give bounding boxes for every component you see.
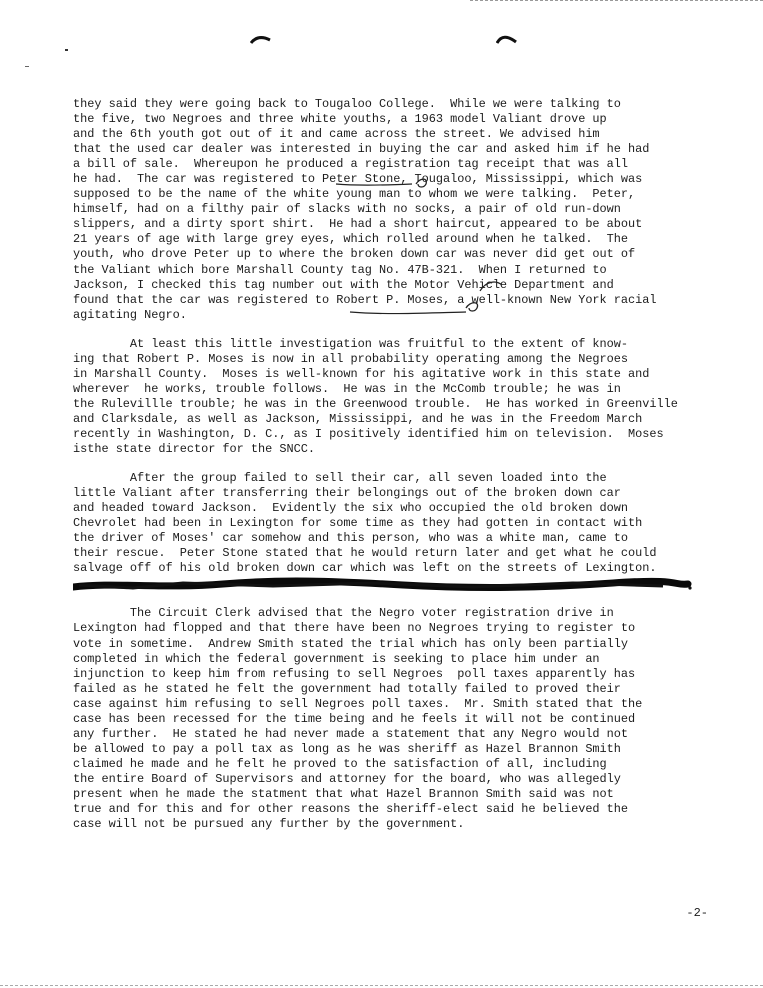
text-line: their rescue. Peter Stone stated that he would return later and get what he could <box>73 546 657 561</box>
text-line: true and for this and for other reasons the sheriff-elect said he believed the <box>73 802 629 817</box>
text-line: be allowed to pay a poll tax as long as he was sheriff as Hazel Brannon Smith <box>73 741 621 756</box>
scan-speck <box>25 66 29 67</box>
page-edge-bottom <box>0 985 763 986</box>
text-line: supposed to be the name of the white young man to whom we were talking. Peter, <box>73 187 636 202</box>
text-line: case will not be pursued any further by the government. <box>73 817 465 832</box>
text-line: a bill of sale. Whereupon he produced a registration tag receipt that was all <box>73 157 629 172</box>
text-line: in Marshall County. Moses is well-known for his agitative work in this state and <box>73 366 650 381</box>
text-line: Chevrolet had been in Lexington for some time as they had gotten in contact with <box>73 516 643 531</box>
text-line: himself, had on a filthy pair of slacks with no socks, a pair of old run-down <box>73 202 621 217</box>
text-line: case has been recessed for the time being and he feels it will not be continued <box>73 711 636 726</box>
text-line: recently in Washington, D. C., as I positively identified him on television. Moses <box>73 426 664 441</box>
text-line: isthe state director for the SNCC. <box>73 442 315 457</box>
text-line: and the 6th youth got out of it and came across the street. We advised him <box>73 127 600 142</box>
paragraph-2 <box>73 337 713 457</box>
text-line: found that the car was registered to Robert P. Moses, a well-known New York racial <box>73 292 657 307</box>
text-line: and Clarksdale, as well as Jackson, Mississippi, and he was in the Freedom March <box>73 411 643 426</box>
text-line: the entire Board of Supervisors and attorney for the board, who was allegedly <box>73 771 621 786</box>
text-line: and headed toward Jackson. Evidently the six who occupied the old broken down <box>73 501 629 516</box>
text-line: salvage off of his old broken down car which was left on the streets of Lexington. <box>73 561 657 576</box>
text-line: Jackson, I checked this tag number out with the Motor Vehicle Department and <box>73 277 614 292</box>
scan-speck <box>65 49 68 51</box>
text-line: 21 years of age with large grey eyes, which rolled around when he talked. The <box>73 232 629 247</box>
text-line: case against him refusing to sell Negroes poll taxes. Mr. Smith stated that the <box>73 696 643 711</box>
text-line: the driver of Moses' car somehow and this person, who was a white man, came to <box>73 531 629 546</box>
text-line: that the used car dealer was interested in buying the car and asked him if he had <box>73 142 650 157</box>
text-line: agitating Negro. <box>73 307 187 322</box>
text-line: youth, who drove Peter up to where the broken down car was never did get out of <box>73 247 636 262</box>
page-edge-top <box>470 0 763 1</box>
text-line: any further. He stated he had never made a statement that any Negro would not <box>73 726 629 741</box>
text-line: ing that Robert P. Moses is now in all probability operating among the Negroes <box>73 351 629 366</box>
redaction-bar <box>73 576 713 592</box>
text-line: After the group failed to sell their car, all seven loaded into the <box>73 471 607 486</box>
text-line: the Rulevillle trouble; he was in the Greenwood trouble. He has worked in Greenville <box>73 396 678 411</box>
text-line: the Valiant which bore Marshall County tag No. 47B-321. When I returned to <box>73 262 607 277</box>
text-line: claimed he made and he felt he proved to the satisfaction of all, including <box>73 756 607 771</box>
text-line: At least this little investigation was fruitful to the extent of know- <box>73 336 629 351</box>
text-line: they said they were going back to Tougaloo College. While we were talking to <box>73 97 621 111</box>
text-line: slippers, and a dirty sport shirt. He had a short haircut, appeared to be about <box>73 217 643 232</box>
text-line: little Valiant after transferring their belongings out of the broken down car <box>73 486 621 501</box>
text-line: he had. The car was registered to Peter Stone, Tougaloo, Mississippi, which was <box>73 172 643 187</box>
text-line: completed in which the federal government is seeking to place him under an <box>73 651 600 666</box>
text-line: failed as he stated he felt the government had totally failed to proved their <box>73 681 621 696</box>
text-line: Lexington had flopped and that there have been no Negroes trying to register to <box>73 621 636 636</box>
text-line: present when he made the statment that what Hazel Brannon Smith said was not <box>73 786 614 801</box>
text-line: injunction to keep him from refusing to sell Negroes poll taxes apparently has <box>73 666 636 681</box>
text-line: The Circuit Clerk advised that the Negro voter registration drive in <box>73 606 614 621</box>
paragraph-1 <box>73 97 713 323</box>
text-line: vote in sometime. Andrew Smith stated the trial which has only been partially <box>73 636 629 651</box>
page-number: -2- <box>686 906 708 920</box>
text-line: the five, two Negroes and three white youths, a 1963 model Valiant drove up <box>73 112 607 127</box>
paragraph-3 <box>73 471 713 592</box>
punch-hole-mark-right <box>496 33 518 43</box>
punch-hole-mark-left <box>250 34 272 44</box>
paragraph-4 <box>73 606 713 832</box>
document-body <box>73 97 713 832</box>
text-line: wherever he works, trouble follows. He was in the McComb trouble; he was in <box>73 381 621 396</box>
